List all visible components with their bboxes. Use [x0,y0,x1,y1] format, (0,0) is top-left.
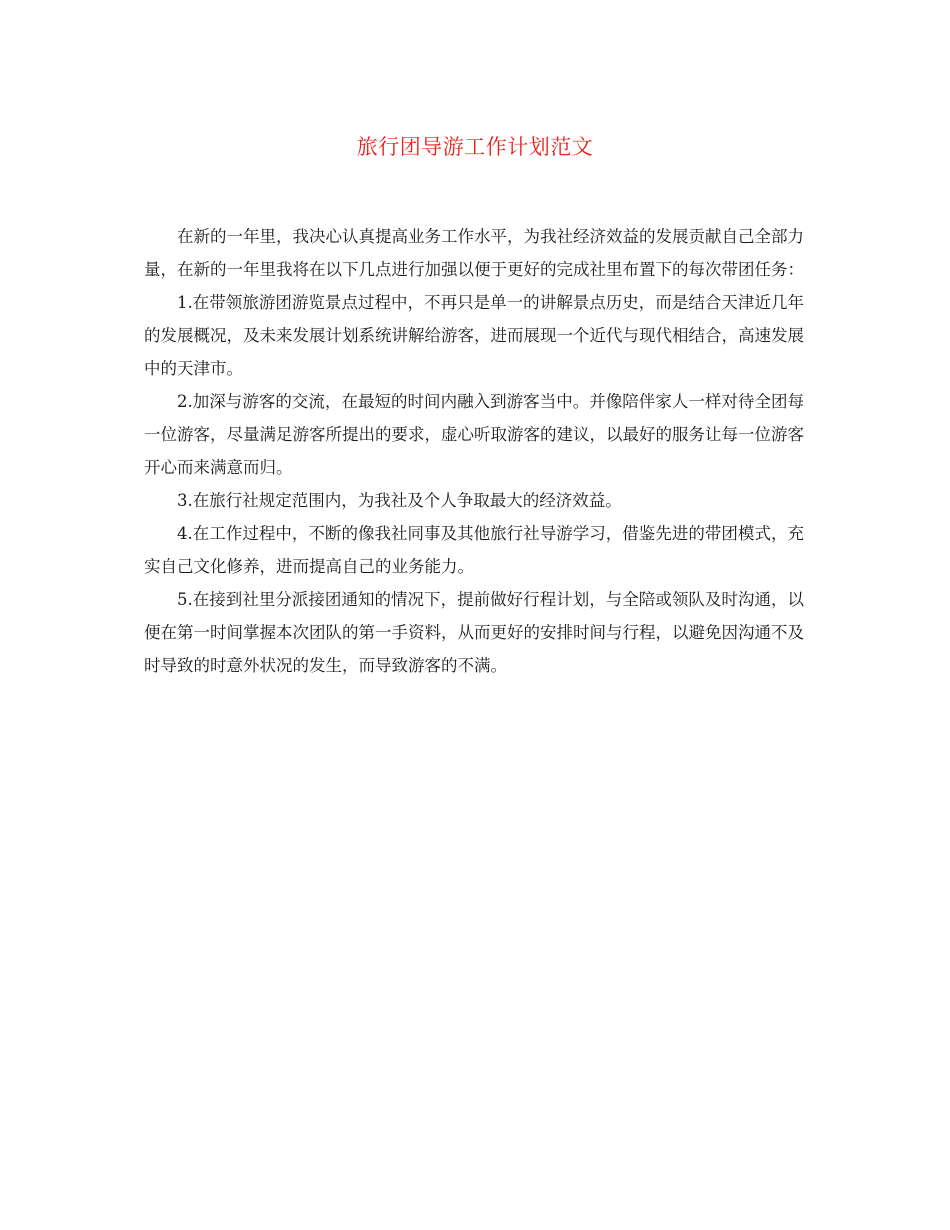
paragraph-intro: 在新的一年里，我决心认真提高业务工作水平，为我社经济效益的发展贡献自己全部力量，在新的一年里我将在以下几点进行加强以便于更好的完成社里布置下的每次带团任务： [144,227,804,279]
paragraph-item-2: 2.加深与游客的交流，在最短的时间内融入到游客当中。并像陪伴家人一样对待全团每一位游客，尽量满足游客所提出的要求，虚心听取游客的建议，以最好的服务让每一位游客开心而来满意而归。 [144,392,804,477]
paragraph-item-5: 5.在接到社里分派接团通知的情况下，提前做好行程计划，与全陪或领队及时沟通，以便在第一时间掌握本次团队的第一手资料，从而更好的安排时间与行程，以避免因沟通不及时导致的时意外状况的发生，而导致游客的不满。 [144,590,804,675]
paragraph-item-4: 4.在工作过程中，不断的像我社同事及其他旅行社导游学习，借鉴先进的带团模式，充实自己文化修养，进而提高自己的业务能力。 [144,524,804,576]
paragraph-item-1: 1.在带领旅游团游览景点过程中，不再只是单一的讲解景点历史，而是结合天津近几年的发展概况，及未来发展计划系统讲解给游客，进而展现一个近代与现代相结合，高速发展中的天津市。 [144,293,804,378]
document-title: 旅行团导游工作计划范文 [356,135,594,159]
document-body [144,220,804,682]
paragraph-item-3: 3.在旅行社规定范围内，为我社及个人争取最大的经济效益。 [177,491,622,510]
